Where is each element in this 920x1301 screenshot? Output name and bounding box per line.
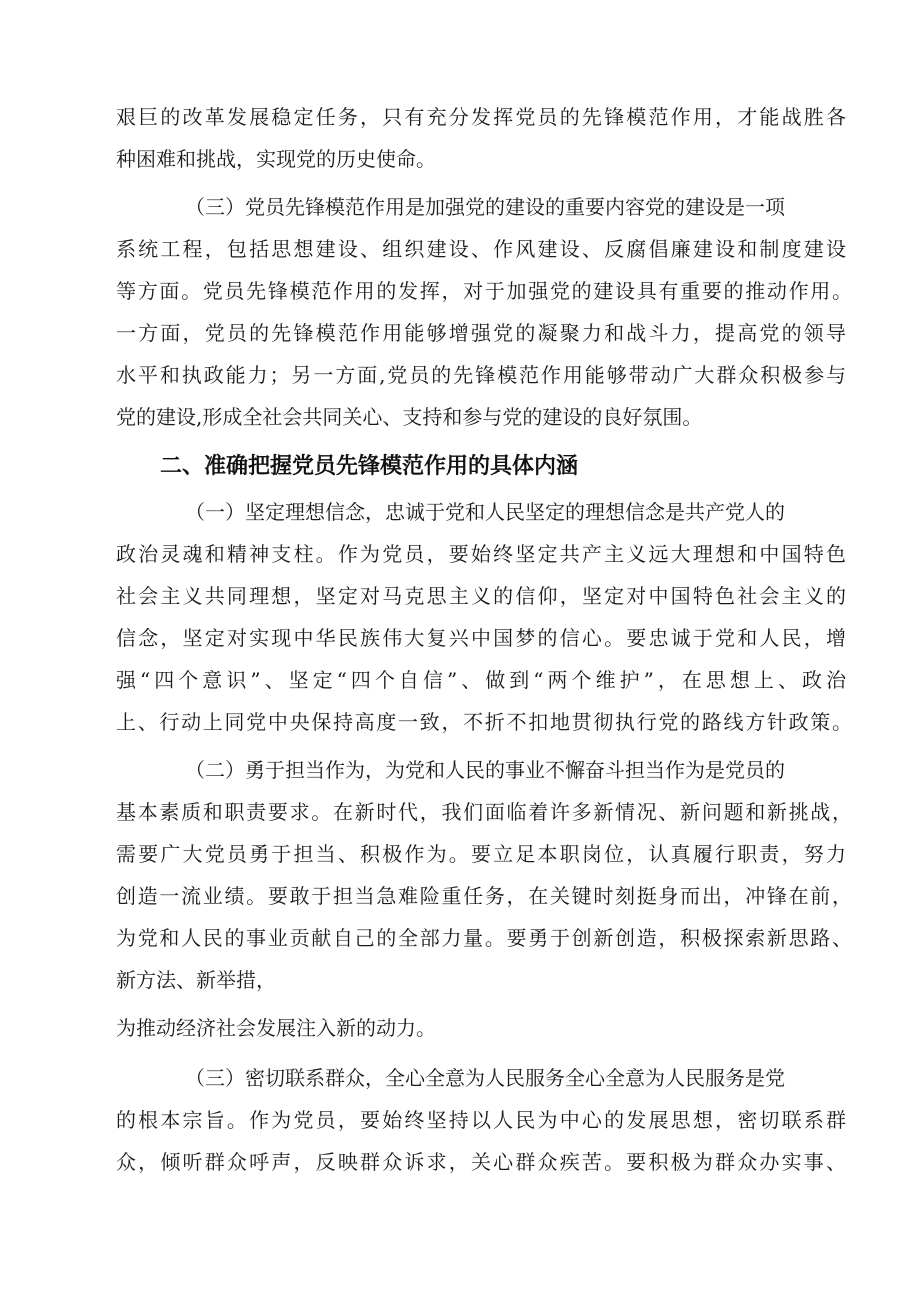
paragraph-line: 系统工程，包括思想建设、组织建设、作风建设、反腐倡廉建设和制度建设: [116, 237, 846, 261]
paragraph-line: 信念，坚定对实现中华民族伟大复兴中国梦的信心。要忠诚于党和人民，增: [116, 626, 846, 650]
paragraph-line: 党的建设,形成全社会共同关心、支持和参与党的建设的良好氛围。: [116, 405, 703, 429]
paragraph-line: 一方面，党员的先锋模范作用能够增强党的凝聚力和战斗力，提高党的领导: [116, 321, 846, 345]
paragraph-line: 的根本宗旨。作为党员，要始终坚持以人民为中心的发展思想，密切联系群: [116, 1108, 846, 1132]
paragraph-line: 水平和执政能力；另一方面,党员的先锋模范作用能够带动广大群众积极参与: [116, 363, 846, 387]
paragraph-line: 众，倾听群众呼声，反映群众诉求，关心群众疾苦。要积极为群众办实事、: [116, 1150, 846, 1174]
paragraph-line: 新方法、新举措，: [116, 968, 276, 992]
paragraph-line: 艰巨的改革发展稳定任务，只有充分发挥党员的先锋模范作用，才能战胜各: [116, 105, 846, 129]
paragraph-line: 强“四个意识”、坚定“四个自信”、做到“两个维护”，在思想上、政治: [116, 668, 846, 692]
paragraph-line: 社会主义共同理想，坚定对马克思主义的信仰，坚定对中国特色社会主义的: [116, 584, 846, 608]
paragraph-line: 政治灵魂和精神支柱。作为党员，要始终坚定共产主义远大理想和中国特色: [116, 542, 846, 566]
paragraph-line: （二）勇于担当作为，为党和人民的事业不懈奋斗担当作为是党员的: [185, 758, 785, 782]
paragraph-line: 种困难和挑战，实现党的历史使命。: [116, 147, 436, 171]
paragraph-line: （三）党员先锋模范作用是加强党的建设的重要内容党的建设是一项: [185, 195, 785, 219]
paragraph-line: 为党和人民的事业贡献自己的全部力量。要勇于创新创造，积极探索新思路、: [116, 926, 852, 950]
paragraph-line: 创造一流业绩。要敢于担当急难险重任务，在关键时刻挺身而出，冲锋在前，: [116, 884, 852, 908]
paragraph-line: （一）坚定理想信念，忠诚于党和人民坚定的理想信念是共产党人的: [185, 500, 785, 524]
section-heading: 二、准确把握党员先锋模范作用的具体内涵: [160, 454, 579, 479]
paragraph-line: 等方面。党员先锋模范作用的发挥，对于加强党的建设具有重要的推动作用。: [116, 279, 852, 303]
paragraph-line: 上、行动上同党中央保持高度一致，不折不扣地贯彻执行党的路线方针政策。: [116, 710, 852, 734]
paragraph-line: 基本素质和职责要求。在新时代，我们面临着许多新情况、新问题和新挑战，: [116, 800, 852, 824]
paragraph-line: （三）密切联系群众，全心全意为人民服务全心全意为人民服务是党: [185, 1066, 785, 1090]
paragraph-line: 为推动经济社会发展注入新的动力。: [116, 1016, 436, 1040]
paragraph-line: 需要广大党员勇于担当、积极作为。要立足本职岗位，认真履行职责，努力: [116, 842, 846, 866]
